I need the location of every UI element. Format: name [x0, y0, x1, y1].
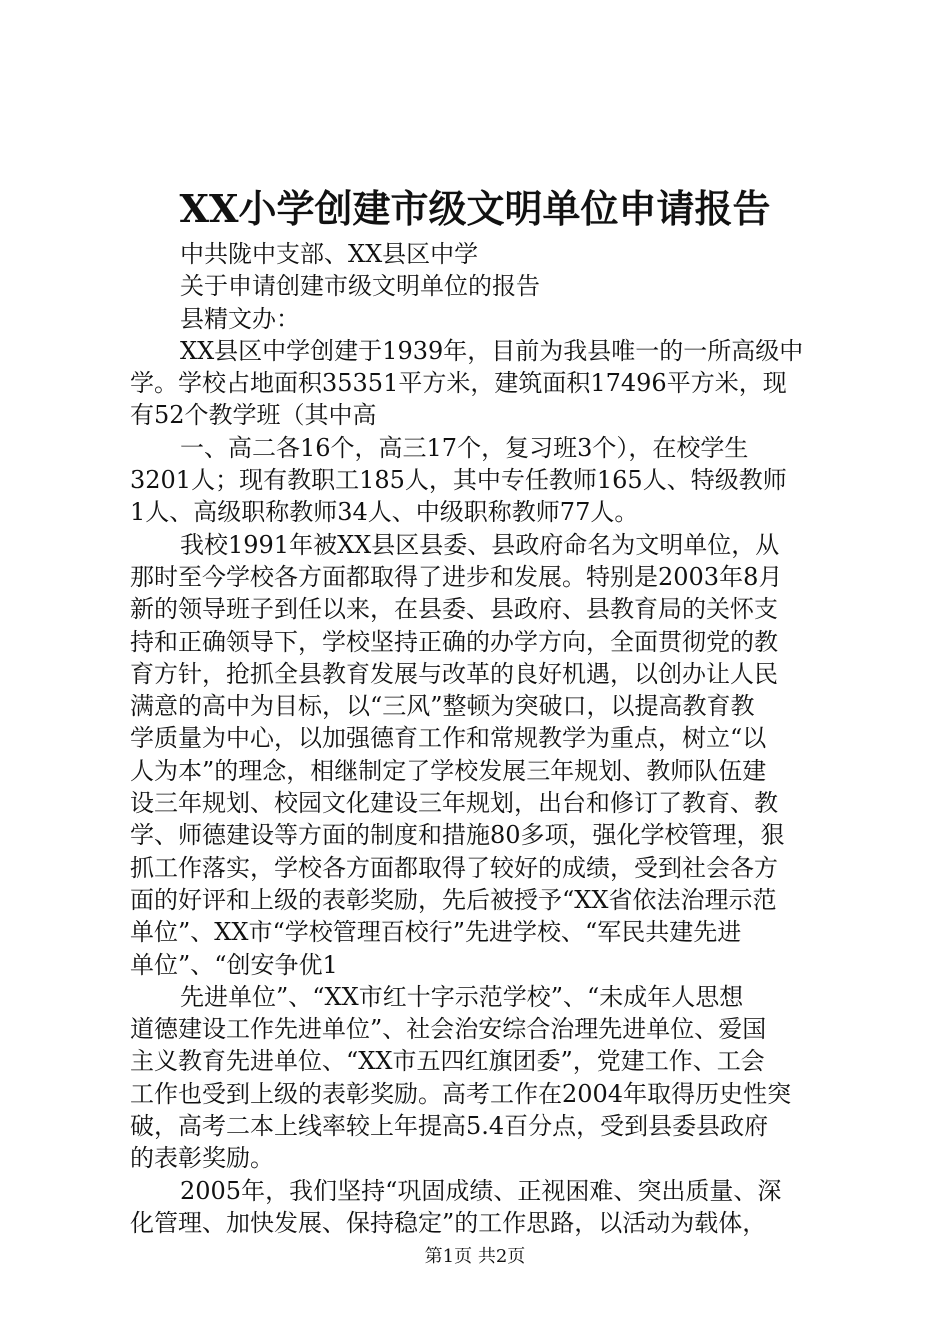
text-line: 的表彰奖励。 [130, 1144, 274, 1173]
text-line: 中共陇中支部、XX县区中学 [180, 240, 479, 268]
text-line: 育方针，抢抓全县教育发展与改革的良好机遇，以创办让人民 [130, 659, 778, 688]
page-number-footer: 第1页 共2页 [424, 1246, 526, 1267]
text-line: 一、高二各16个，高三17个，复习班3个），在校学生 [180, 433, 749, 462]
text-line: 学、师德建设等方面的制度和措施80多项，强化学校管理，狠 [130, 821, 785, 850]
text-line: 学。学校占地面积35351平方米，建筑面积17496平方米，现 [130, 369, 787, 398]
text-line: 新的领导班子到任以来，在县委、县政府、县教育局的关怀支 [130, 595, 778, 624]
text-line: 1人、高级职称教师34人、中级职称教师77人。 [130, 498, 639, 527]
text-line: 工作也受到上级的表彰奖励。高考工作在2004年取得历史性突 [130, 1079, 792, 1108]
text-line: 破，高考二本上线率较上年提高5.4百分点，受到县委县政府 [130, 1112, 769, 1141]
document-body [130, 238, 830, 1239]
text-line: 化管理、加快发展、保持稳定”的工作思路，以活动为载体， [130, 1208, 767, 1237]
text-line: 学质量为中心，以加强德育工作和常规教学为重点，树立“以 [130, 724, 767, 753]
text-line: 面的好评和上级的表彰奖励，先后被授予“XX省依法治理示范 [130, 885, 777, 914]
text-line: 关于申请创建市级文明单位的报告 [180, 272, 540, 301]
text-line: 人为本”的理念，相继制定了学校发展三年规划、教师队伍建 [130, 756, 767, 785]
text-line: 那时至今学校各方面都取得了进步和发展。特别是2003年8月 [130, 562, 783, 591]
text-line: 单位”、“创安争优1 [130, 950, 338, 979]
text-line: 道德建设工作先进单位”、社会治安综合治理先进单位、爱国 [130, 1015, 767, 1044]
text-line: XX县区中学创建于1939年，目前为我县唯一的一所高级中 [180, 336, 804, 365]
text-line: 3201人；现有教职工185人，其中专任教师165人、特级教师 [130, 466, 787, 495]
document-title: XX小学创建市级文明单位申请报告 [179, 186, 771, 231]
text-line: 单位”、XX市“学校管理百校行”先进学校、“军民共建先进 [130, 918, 742, 947]
text-line: 设三年规划、校园文化建设三年规划，出台和修订了教育、教 [130, 789, 778, 818]
text-line: 我校1991年被XX县区县委、县政府命名为文明单位，从 [180, 530, 780, 559]
text-line: 2005年，我们坚持“巩固成绩、正视困难、突出质量、深 [180, 1176, 782, 1205]
text-line: 县精文办： [180, 304, 300, 333]
text-line: 先进单位”、“XX市红十字示范学校”、“未成年人思想 [180, 982, 744, 1011]
text-line: 抓工作落实，学校各方面都取得了较好的成绩，受到社会各方 [130, 853, 778, 882]
text-line: 有52个教学班（其中高 [130, 401, 377, 430]
text-line: 满意的高中为目标，以“三风”整顿为突破口，以提高教育教 [130, 692, 755, 721]
text-line: 主义教育先进单位、“XX市五四红旗团委”，党建工作、工会 [130, 1047, 765, 1076]
text-line: 持和正确领导下，学校坚持正确的办学方向，全面贯彻党的教 [130, 627, 778, 656]
